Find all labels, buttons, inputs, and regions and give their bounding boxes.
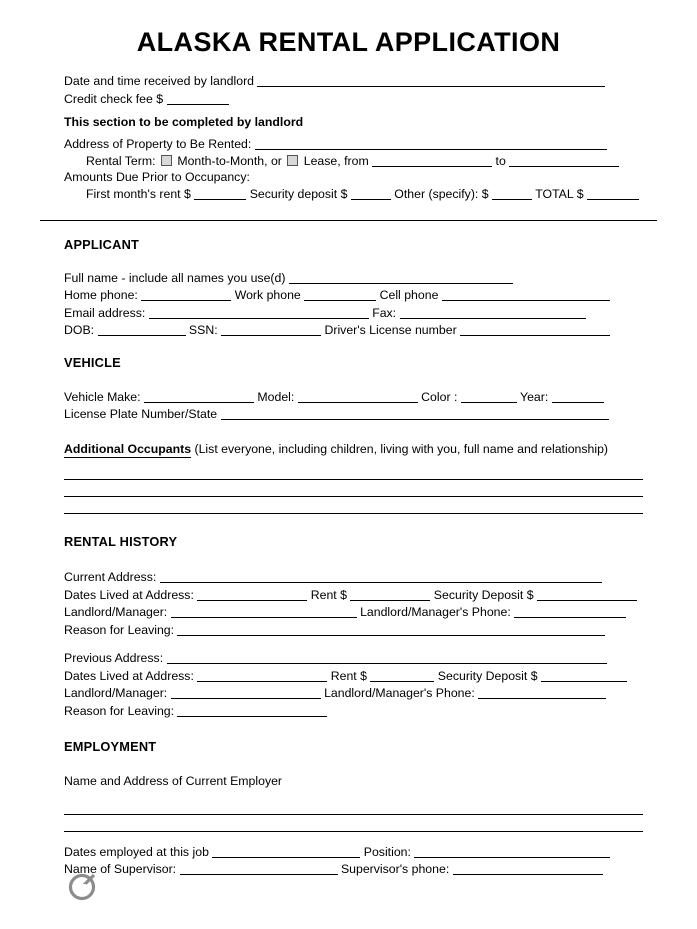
dob-label: DOB: xyxy=(64,323,95,337)
landlord-section xyxy=(64,115,643,203)
vehicle-heading: VEHICLE xyxy=(64,354,121,370)
current-reason-row xyxy=(64,621,643,639)
email-input[interactable] xyxy=(149,306,369,319)
previous-reason-row xyxy=(64,702,643,720)
full-name-row xyxy=(64,269,643,287)
current-address-input[interactable] xyxy=(160,570,602,583)
lease-from-input[interactable] xyxy=(372,154,492,167)
security-deposit-input[interactable] xyxy=(351,187,391,200)
position-label: Position: xyxy=(363,844,411,859)
page-title: ALASKA RENTAL APPLICATION xyxy=(136,27,561,57)
security-deposit-label: Security deposit $ xyxy=(249,187,348,201)
prev-dates-lived-input[interactable] xyxy=(197,669,327,682)
employer-label: Name and Address of Current Employer xyxy=(64,774,283,788)
vehicle-make-label: Vehicle Make: xyxy=(64,389,141,404)
landlord-manager-label: Landlord/Manager: xyxy=(64,605,168,619)
vehicle-make-input[interactable] xyxy=(144,390,254,403)
fax-label: Fax: xyxy=(372,305,397,320)
landlord-section-heading: This section to be completed by landlord xyxy=(64,115,304,129)
header-fields xyxy=(64,72,643,107)
phones-row xyxy=(64,286,643,304)
landlord-phone-input[interactable] xyxy=(514,605,626,618)
date-received-input[interactable] xyxy=(257,74,605,87)
date-received-row xyxy=(64,72,643,90)
work-phone-label: Work phone xyxy=(234,288,301,302)
prev-rent-input[interactable] xyxy=(370,669,434,682)
cell-phone-input[interactable] xyxy=(442,288,610,301)
rent-input[interactable] xyxy=(350,588,430,601)
license-label: Driver's License number xyxy=(324,323,457,337)
vehicle-make-row xyxy=(64,388,643,406)
lease-to-label: to xyxy=(495,154,506,168)
full-name-label: Full name - include all names you use(d) xyxy=(64,270,286,285)
vehicle-fields xyxy=(64,388,643,423)
vehicle-model-input[interactable] xyxy=(298,390,418,403)
vehicle-model-label: Model: xyxy=(257,389,295,404)
dates-lived-input[interactable] xyxy=(197,588,307,601)
prev-security-deposit-input[interactable] xyxy=(541,669,627,682)
rental-term-label: Rental Term: xyxy=(86,154,156,168)
section-divider xyxy=(40,220,657,221)
previous-dates-row xyxy=(64,667,643,685)
work-phone-input[interactable] xyxy=(304,288,376,301)
employment-heading: EMPLOYMENT xyxy=(64,739,157,754)
prev-landlord-manager-input[interactable] xyxy=(171,686,321,699)
credit-check-row xyxy=(64,90,643,108)
occupants-heading: Additional Occupants xyxy=(64,441,192,456)
property-address-row xyxy=(64,135,643,153)
cell-phone-label: Cell phone xyxy=(379,288,439,302)
lease-checkbox[interactable] xyxy=(287,155,298,166)
credit-check-label: Credit check fee $ xyxy=(64,91,164,106)
dob-input[interactable] xyxy=(98,323,186,336)
date-received-label: Date and time received by landlord xyxy=(64,74,255,88)
employment-fields xyxy=(64,774,643,878)
supervisor-row xyxy=(64,860,643,878)
full-name-input[interactable] xyxy=(289,271,513,284)
other-input[interactable] xyxy=(492,187,532,200)
property-address-label: Address of Property to Be Rented: xyxy=(64,136,252,151)
plate-row xyxy=(64,405,643,423)
landlord-phone-label: Landlord/Manager's Phone: xyxy=(360,605,511,619)
home-phone-label: Home phone: xyxy=(64,288,138,302)
applicant-fields xyxy=(64,269,643,339)
email-row xyxy=(64,304,643,322)
prev-dates-lived-label: Dates Lived at Address: xyxy=(64,668,194,683)
home-phone-input[interactable] xyxy=(141,288,231,301)
occupants-note: (List everyone, including children, living with you, full name and relationship) xyxy=(194,441,609,456)
dob-ssn-row xyxy=(64,321,643,339)
month-to-month-checkbox[interactable] xyxy=(161,155,172,166)
current-dates-row xyxy=(64,586,643,604)
employer-label-row xyxy=(64,774,643,790)
prev-rent-label: Rent $ xyxy=(330,668,367,683)
dates-employed-input[interactable] xyxy=(212,845,360,858)
email-label: Email address: xyxy=(64,305,146,320)
security-deposit-input[interactable] xyxy=(537,588,637,601)
prev-landlord-manager-label: Landlord/Manager: xyxy=(64,686,168,700)
first-month-label: First month's rent $ xyxy=(86,187,191,201)
current-address-row xyxy=(64,568,643,586)
plate-input[interactable] xyxy=(221,407,609,420)
credit-check-input[interactable] xyxy=(167,92,229,105)
circle-arrow-logo-icon xyxy=(68,873,96,901)
lease-label: Lease, from xyxy=(303,154,369,168)
fax-input[interactable] xyxy=(400,306,586,319)
document-page xyxy=(0,27,697,929)
prev-reason-leaving-input[interactable] xyxy=(177,704,327,717)
amounts-due-row xyxy=(64,170,643,186)
occupants-section xyxy=(64,442,643,515)
total-input[interactable] xyxy=(587,187,639,200)
prev-landlord-phone-input[interactable] xyxy=(478,686,606,699)
amounts-detail-row xyxy=(64,185,643,203)
employer-line-2[interactable] xyxy=(64,818,643,832)
current-address-label: Current Address: xyxy=(64,570,157,584)
rental-history-heading: RENTAL HISTORY xyxy=(64,534,178,549)
landlord-manager-input[interactable] xyxy=(171,605,357,618)
amounts-due-label: Amounts Due Prior to Occupancy: xyxy=(64,169,250,184)
plate-label: License Plate Number/State xyxy=(64,407,218,421)
occupant-line-3[interactable] xyxy=(64,500,643,514)
supervisor-label: Name of Supervisor: xyxy=(64,862,177,876)
ssn-input[interactable] xyxy=(221,323,321,336)
rental-history-fields xyxy=(64,568,643,719)
first-month-input[interactable] xyxy=(194,187,246,200)
prev-reason-leaving-label: Reason for Leaving: xyxy=(64,703,175,718)
reason-leaving-label: Reason for Leaving: xyxy=(64,622,175,637)
security-deposit-label: Security Deposit $ xyxy=(433,587,534,602)
license-input[interactable] xyxy=(460,323,610,336)
previous-landlord-row xyxy=(64,684,643,702)
previous-address-label: Previous Address: xyxy=(64,651,164,665)
reason-leaving-input[interactable] xyxy=(177,623,605,636)
vehicle-year-label: Year: xyxy=(520,389,549,404)
month-to-month-label: Month-to-Month, or xyxy=(177,154,282,168)
dates-employed-row xyxy=(64,843,643,861)
occupant-line-2[interactable] xyxy=(64,483,643,497)
vehicle-color-input[interactable] xyxy=(461,390,517,403)
property-address-input[interactable] xyxy=(255,137,607,150)
prev-landlord-phone-label: Landlord/Manager's Phone: xyxy=(324,686,475,700)
previous-address-row xyxy=(64,649,643,667)
vehicle-year-input[interactable] xyxy=(552,390,604,403)
dates-employed-label: Dates employed at this job xyxy=(64,844,209,859)
previous-address-input[interactable] xyxy=(167,651,607,664)
total-label: TOTAL $ xyxy=(535,187,584,201)
rent-label: Rent $ xyxy=(310,587,347,602)
prev-security-deposit-label: Security Deposit $ xyxy=(437,668,538,683)
supervisor-input[interactable] xyxy=(180,862,338,875)
dates-lived-label: Dates Lived at Address: xyxy=(64,587,194,602)
occupant-line-1[interactable] xyxy=(64,466,643,480)
supervisor-phone-label: Supervisor's phone: xyxy=(340,862,450,876)
lease-to-input[interactable] xyxy=(509,154,619,167)
current-landlord-row xyxy=(64,603,643,621)
supervisor-phone-input[interactable] xyxy=(453,862,603,875)
rental-term-row xyxy=(64,152,643,170)
applicant-heading: APPLICANT xyxy=(64,236,140,252)
vehicle-color-label: Color : xyxy=(421,389,458,404)
other-label: Other (specify): $ xyxy=(394,187,489,201)
ssn-label: SSN: xyxy=(188,323,218,337)
position-input[interactable] xyxy=(414,845,610,858)
occupants-heading-row xyxy=(64,442,643,458)
employer-line-1[interactable] xyxy=(64,801,643,815)
